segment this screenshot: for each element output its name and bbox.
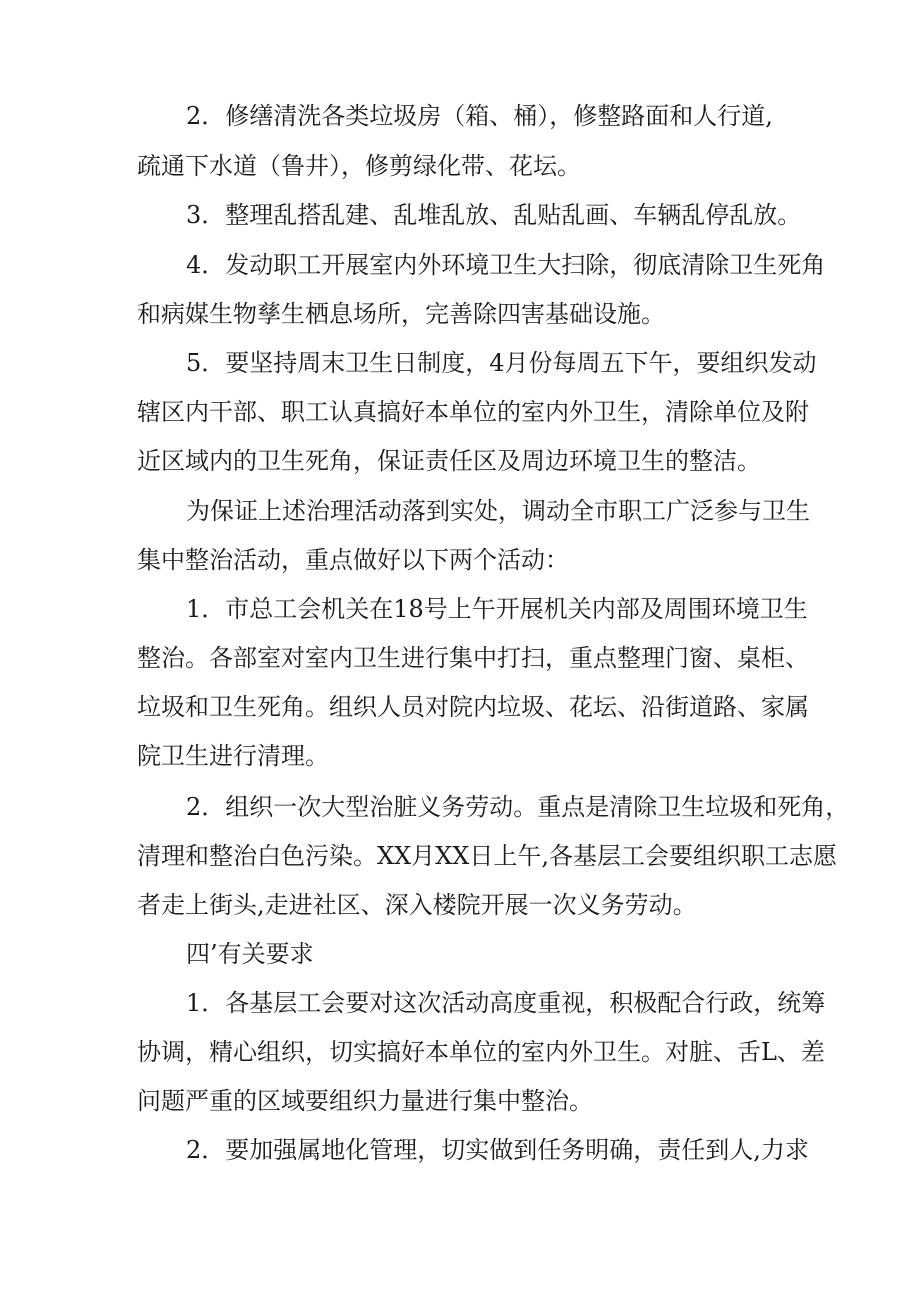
text-line: 4．发动职工开展室内外环境卫生大扫除，彻底清除卫生死角 xyxy=(186,251,826,279)
text-line: 2．修缮清洗各类垃圾房（箱、桶），修整路面和人行道, xyxy=(186,102,773,130)
text-line: 疏通下水道（鲁井），修剪绿化带、花坛。 xyxy=(137,152,581,180)
text-line: 问题严重的区域要组织力量进行集中整治。 xyxy=(137,1087,593,1115)
section-heading: 四’有关要求 xyxy=(186,940,314,968)
text-line: 者走上街头,走进社区、深入楼院开展一次义务劳动。 xyxy=(137,891,697,919)
text-line: 近区域内的卫生死角，保证责任区及周边环境卫生的整洁。 xyxy=(137,447,761,475)
text-line: 2．要加强属地化管理，切实做到任务明确，责任到人,力求 xyxy=(186,1136,809,1164)
text-line: 协调，精心组织，切实搞好本单位的室内外卫生。对脏、舌L、差 xyxy=(137,1038,825,1066)
text-line: 2．组织一次大型治脏义务劳动。重点是清除卫生垃圾和死角， xyxy=(186,793,850,821)
text-line: 3．整理乱搭乱建、乱堆乱放、乱贴乱画、车辆乱停乱放。 xyxy=(186,201,802,229)
text-line: 1．市总工会机关在18号上午开展机关内部及周围环境卫生 xyxy=(186,595,808,623)
text-line: 辖区内干部、职工认真搞好本单位的室内外卫生，清除单位及附 xyxy=(137,398,809,426)
text-line: 1．各基层工会要对这次活动高度重视，积极配合行政，统筹 xyxy=(186,989,826,1017)
text-line: 整治。各部室对室内卫生进行集中打扫，重点整理门窗、桌柜、 xyxy=(137,644,809,672)
text-line: 和病媒生物孳生栖息场所，完善除四害基础设施。 xyxy=(137,300,665,328)
text-line: 院卫生进行清理。 xyxy=(137,742,329,770)
text-line: 垃圾和卫生死角。组织人员对院内垃圾、花坛、沿街道路、家属 xyxy=(137,693,809,721)
text-line: 清理和整治白色污染。XX月XX日上午,各基层工会要组织职工志愿 xyxy=(137,842,837,870)
text-line: 5．要坚持周末卫生日制度，4月份每周五下午，要组织发动 xyxy=(186,349,817,377)
text-line: 集中整治活动，重点做好以下两个活动： xyxy=(137,546,569,574)
text-line: 为保证上述治理活动落到实处，调动全市职工广泛参与卫生 xyxy=(186,497,810,525)
